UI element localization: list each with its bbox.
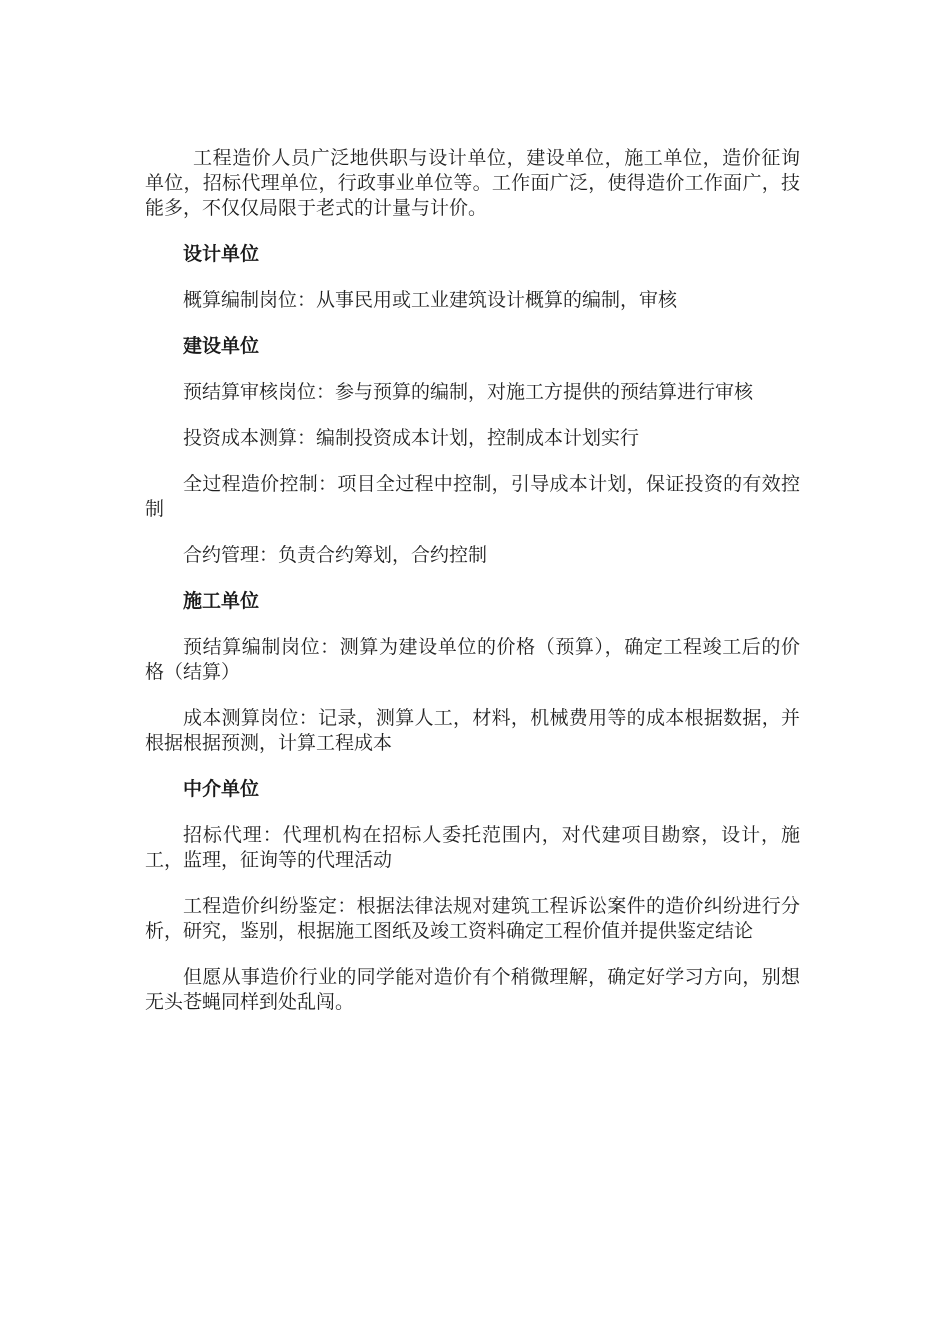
section-paragraph: 合约管理：负责合约筹划，合约控制 xyxy=(183,544,488,566)
section-paragraph: 工程造价纠纷鉴定：根据法律法规对建筑工程诉讼案件的造价纠纷进行分析，研究，鉴别，根据施工图纸及竣工资料确定工程价值并提供鉴定结论 xyxy=(145,895,800,942)
section-paragraph: 成本测算岗位：记录，测算人工，材料，机械费用等的成本根据数据，并根据根据预测，计算工程成本 xyxy=(145,707,800,754)
section-paragraph: 招标代理：代理机构在招标人委托范围内，对代建项目勘察，设计，施工，监理，征询等的代理活动 xyxy=(145,824,800,871)
section-agency-unit xyxy=(145,777,800,944)
intro-paragraph: 工程造价人员广泛地供职与设计单位，建设单位，施工单位，造价征询单位，招标代理单位，行政事业单位等。工作面广泛，使得造价工作面广，技能多，不仅仅局限于老式的计量与计价。 xyxy=(145,147,800,219)
section-heading: 施工单位 xyxy=(183,590,260,612)
section-paragraph: 概算编制岗位：从事民用或工业建筑设计概算的编制，审核 xyxy=(183,289,678,311)
section-contractor-unit xyxy=(145,589,800,756)
section-heading: 建设单位 xyxy=(183,335,260,357)
section-construction-unit xyxy=(145,334,800,568)
section-heading: 设计单位 xyxy=(183,243,260,265)
section-paragraph: 投资成本测算：编制投资成本计划，控制成本计划实行 xyxy=(183,427,640,449)
section-heading: 中介单位 xyxy=(183,778,260,800)
section-paragraph: 全过程造价控制：项目全过程中控制，引导成本计划，保证投资的有效控制 xyxy=(145,473,800,520)
closing-paragraph: 但愿从事造价行业的同学能对造价有个稍微理解，确定好学习方向，别想无头苍蝇同样到处乱闯。 xyxy=(145,966,800,1013)
section-paragraph: 预结算编制岗位：测算为建设单位的价格（预算），确定工程竣工后的价格（结算） xyxy=(145,636,800,683)
section-paragraph: 预结算审核岗位：参与预算的编制，对施工方提供的预结算进行审核 xyxy=(183,381,754,403)
document-body xyxy=(145,146,800,1036)
section-design-unit xyxy=(145,242,800,313)
